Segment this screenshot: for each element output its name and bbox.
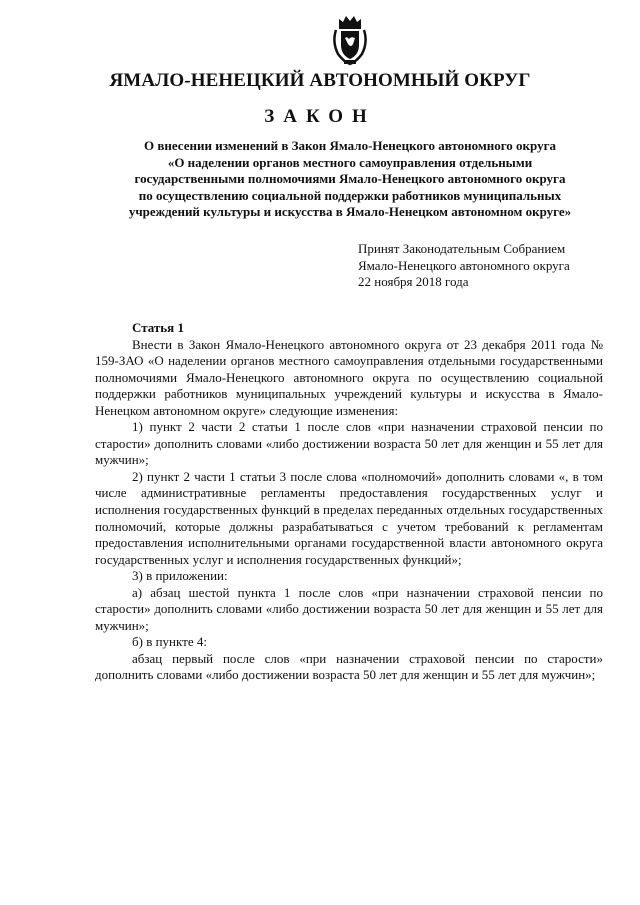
adoption-date: 22 ноября 2018 года <box>358 274 469 289</box>
article-paragraph: 1) пункт 2 части 2 статьи 1 после слов «при назначении страховой пенсии по старости» дополнить словами «либо достижении возраста 50 лет для женщин и 55 лет для мужчин»; <box>95 419 603 468</box>
article-body <box>95 320 603 684</box>
region-name: ЯМАЛО-НЕНЕЦКИЙ АВТОНОМНЫЙ ОКРУГ <box>109 70 531 91</box>
article-paragraph: Внести в Закон Ямало-Ненецкого автономного округа от 23 декабря 2011 года № 159-ЗАО «О наделении органов местного самоуправления отдельными государственными полномочиями Ямало-Ненецкого автономного округа по осуществлению социальной поддержки работников муниципальных учреждений культуры и искусства в Ямало-Ненецком автономном округе» следующие изменения: <box>95 336 603 418</box>
article-paragraph: а) абзац шестой пункта 1 после слов «при назначении страховой пенсии по старости» дополнить словами «либо достижении возраста 50 лет для женщин и 55 лет для мужчин»; <box>95 584 603 633</box>
law-title-line: О внесении изменений в Закон Ямало-Ненецкого автономного округа <box>143 138 556 153</box>
law-title-line: по осуществлению социальной поддержки работников муниципальных <box>138 187 562 203</box>
adoption-line: Принят Законодательным Собранием <box>358 241 566 256</box>
article-paragraph: абзац первый после слов «при назначении страховой пенсии по старости» дополнить словами «либо достижении возраста 50 лет для женщин и 55 лет для мужчин»; <box>95 650 603 683</box>
document-type-heading: ЗАКОН <box>264 106 376 127</box>
article-heading: Статья 1 <box>132 320 184 335</box>
adoption-note <box>358 241 570 291</box>
law-title-line: государственными полномочиями Ямало-Ненецкого автономного округа <box>134 171 566 187</box>
law-title-line: учреждений культуры и искусства в Ямало-Ненецком автономном округе» <box>128 204 572 220</box>
article-paragraph: 3) в приложении: <box>132 568 228 584</box>
article-paragraph: б) в пункте 4: <box>132 634 207 650</box>
article-paragraph: 2) пункт 2 части 1 статьи 3 после слова «полномочий» дополнить словами «, в том числе административные регламенты предоставления государственных услуг и исполнения государственных функций в пределах переданных отдельных государственных полномочий, которые должны разрабатываться с учетом требований к регламентам предоставления исполнительными органами государственной власти автономного округа государственных услуг и исполнения государственных функций»; <box>95 468 603 567</box>
adoption-line: Ямало-Ненецкого автономного округа <box>358 257 570 273</box>
coat-of-arms-emblem <box>330 12 370 66</box>
law-title-line: «О наделении органов местного самоуправления отдельными <box>167 154 533 170</box>
law-title <box>88 138 612 221</box>
